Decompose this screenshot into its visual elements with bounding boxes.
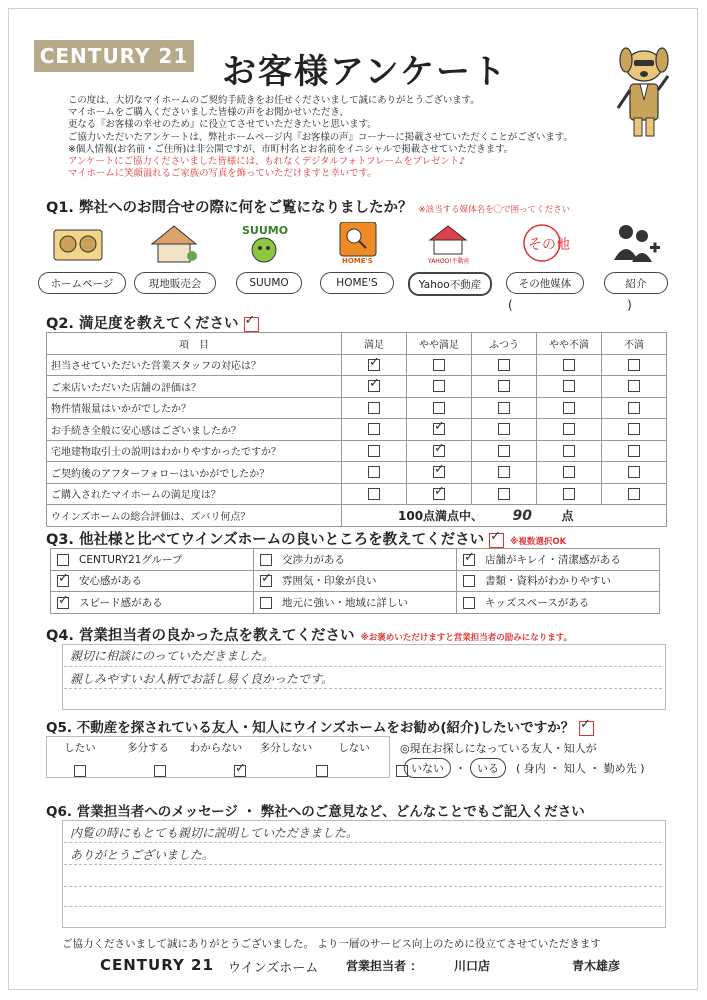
- satisfaction-checkbox[interactable]: [433, 466, 445, 478]
- media-referral[interactable]: 紹介: [604, 272, 668, 294]
- satisfaction-checkbox[interactable]: [433, 488, 445, 500]
- recommend-option-label: しない: [338, 742, 370, 754]
- satisfaction-checkbox[interactable]: [563, 466, 575, 478]
- good-point-checkbox[interactable]: [260, 554, 272, 566]
- q1-title: Q1. 弊社へのお問合せの際に何をご覧になりましたか？ ※該当する媒体名を〇で囲ってください: [46, 200, 571, 216]
- footer-brand: CENTURY 21: [100, 956, 214, 974]
- friend-yes-option[interactable]: いる: [470, 758, 506, 778]
- satisfaction-checkbox[interactable]: [498, 488, 510, 500]
- satisfaction-checkbox[interactable]: [563, 380, 575, 392]
- svg-text:SUUMO: SUUMO: [242, 224, 289, 237]
- good-point-label: 雰囲気・印象が良い: [282, 575, 377, 588]
- good-point-label: スピード感がある: [79, 596, 163, 609]
- good-point-checkbox[interactable]: [260, 575, 272, 587]
- good-point-checkbox[interactable]: [57, 554, 69, 566]
- recommend-checkbox[interactable]: [154, 765, 166, 777]
- page-title: お客様アンケート: [222, 52, 508, 92]
- satisfaction-checkbox[interactable]: [563, 488, 575, 500]
- satisfaction-item-label: 宅地建物取引士の説明はわかりやすかったですか？: [47, 440, 342, 462]
- friend-detail: ( 身内 ・ 知人 ・ 勤め先 ): [516, 762, 645, 775]
- satisfaction-checkbox[interactable]: [368, 423, 380, 435]
- satisfaction-checkbox[interactable]: [433, 423, 445, 435]
- recommend-checkbox[interactable]: [74, 765, 86, 777]
- q2-title: Q2. 満足度を教えてください ✓: [46, 312, 259, 333]
- other-media-icon: [514, 222, 570, 264]
- media-homepage[interactable]: ホームページ: [38, 272, 126, 294]
- header-item: 項 目: [47, 333, 342, 355]
- century21-logo: CENTURY 21: [34, 40, 194, 72]
- recommend-checkbox[interactable]: [234, 765, 246, 777]
- referral-people-icon: [606, 222, 662, 264]
- intro-text: この度は、大切なマイホームのご契約手続きをお任せくださいまして誠にありがとうございます。 マイホームをご購入くださいました皆様の声をお聞かせいただき、 更なる『お客様の幸せのため』に役立てさせていただきたいと思います。 ご協力いただいたアンケートは、弊社ホームページ内『お客様の声』コーナーに掲載させていただくことがございます。 ※個人情報(お名前・ご住所)は非公開ですが、市町村名とお名前をイニシャルで掲載させていただきます。 アンケートにご協力くださいました皆様には、もれなくデジタルフォトフレームをプレゼント♪ マイホームに笑顔溢れるご家族の写真を飾っていただけますと幸いです。: [68, 95, 573, 180]
- recommend-option-label: したい: [64, 742, 96, 754]
- footer-thanks: ご協力くださいまして誠にありがとうございました。 より一層のサービス向上のために役立てさせていただきます: [62, 938, 601, 950]
- good-point-checkbox[interactable]: [57, 597, 69, 609]
- good-point-checkbox[interactable]: [57, 575, 69, 587]
- homepage-dogs-icon: [50, 222, 106, 264]
- good-point-option[interactable]: [51, 592, 254, 614]
- satisfaction-checkbox[interactable]: [498, 445, 510, 457]
- q5-title: Q5. 不動産を探されている友人・知人にウインズホームをお勧め(紹介)したいですか？ ✓: [46, 716, 594, 736]
- satisfaction-checkbox[interactable]: [563, 423, 575, 435]
- total-score: 100点満点中、 90 点: [342, 505, 667, 527]
- staff-name: 青木雄彦: [572, 959, 621, 973]
- open-house-icon: [146, 222, 202, 264]
- good-point-label: キッズスペースがある: [485, 596, 590, 609]
- good-point-option[interactable]: [254, 592, 457, 614]
- friend-no-option[interactable]: いない: [404, 758, 451, 778]
- satisfaction-item-label: 担当させていただいた営業スタッフの対応は？: [47, 354, 342, 376]
- satisfaction-item-label: ご購入されたマイホームの満足度は？: [47, 483, 342, 505]
- good-point-option[interactable]: [457, 549, 660, 571]
- good-point-option[interactable]: [254, 549, 457, 571]
- q6-answer-line: ありがとうございました。: [70, 848, 215, 862]
- good-point-label: 書類・資料がわかりやすい: [485, 575, 611, 588]
- media-suumo[interactable]: SUUMO: [236, 272, 302, 294]
- header-level: ふつう: [472, 333, 537, 355]
- satisfaction-item-label: ご契約後のアフターフォローはいかがでしたか？: [47, 462, 342, 484]
- good-point-option[interactable]: [51, 570, 254, 592]
- satisfaction-checkbox[interactable]: [628, 466, 640, 478]
- satisfaction-item-label: お手続き全般に安心感はございましたか？: [47, 419, 342, 441]
- q4-answer-line: 親しみやすいお人柄でお話し易く良かったです。: [70, 672, 334, 686]
- good-point-option[interactable]: [457, 570, 660, 592]
- good-point-checkbox[interactable]: [463, 554, 475, 566]
- header-level: やや満足: [407, 333, 472, 355]
- yahoo-fudosan-icon: [420, 222, 476, 264]
- staff-label: 営業担当者 ：: [346, 959, 423, 973]
- header-level: 満足: [342, 333, 407, 355]
- satisfaction-row: [47, 354, 667, 376]
- svg-text:その他: その他: [528, 237, 570, 253]
- satisfaction-checkbox[interactable]: [498, 423, 510, 435]
- svg-text:YAHOO!不動産: YAHOO!不動産: [428, 258, 470, 264]
- satisfaction-row: [47, 397, 667, 419]
- satisfaction-checkbox[interactable]: [498, 402, 510, 414]
- satisfaction-checkbox[interactable]: [433, 445, 445, 457]
- good-point-option[interactable]: [457, 592, 660, 614]
- media-other[interactable]: その他媒体: [506, 272, 584, 294]
- good-point-label: 店舗がキレイ・清潔感がある: [485, 553, 621, 566]
- friend-answer: いない ・ いる ( 身内 ・ 知人 ・ 勤め先 ): [404, 758, 645, 778]
- satisfaction-checkbox[interactable]: [498, 359, 510, 371]
- satisfaction-row: [47, 483, 667, 505]
- recommend-checkbox[interactable]: [316, 765, 328, 777]
- good-point-label: CENTURY21グループ: [79, 553, 183, 566]
- good-point-checkbox[interactable]: [463, 597, 475, 609]
- satisfaction-item-label: ご来店いただいた店舗の評価は？: [47, 376, 342, 398]
- satisfaction-checkbox[interactable]: [368, 488, 380, 500]
- satisfaction-checkbox[interactable]: [628, 359, 640, 371]
- good-points-table: [50, 548, 660, 614]
- satisfaction-checkbox[interactable]: [563, 359, 575, 371]
- q4-title: Q4. 営業担当者の良かった点を教えてください ※お褒めいただけますと営業担当者の励みになります。: [46, 628, 573, 644]
- satisfaction-row: [47, 376, 667, 398]
- satisfaction-checkbox[interactable]: [368, 402, 380, 414]
- satisfaction-checkbox[interactable]: [368, 466, 380, 478]
- satisfaction-checkbox[interactable]: [563, 445, 575, 457]
- friend-question: ◎現在お探しになっている友人・知人が: [400, 742, 597, 755]
- satisfaction-checkbox[interactable]: [498, 466, 510, 478]
- satisfaction-checkbox[interactable]: [433, 402, 445, 414]
- satisfaction-checkbox[interactable]: [368, 359, 380, 371]
- good-point-option[interactable]: [51, 549, 254, 571]
- satisfaction-checkbox[interactable]: [563, 402, 575, 414]
- recommend-option-label: 多分する: [127, 742, 169, 754]
- branch-name: 川口店: [454, 959, 491, 973]
- footer-company: ウインズホーム: [228, 961, 319, 976]
- other-media-paren: ( ): [508, 298, 632, 312]
- satisfaction-checkbox[interactable]: [628, 488, 640, 500]
- header-level: 不満: [602, 333, 667, 355]
- good-point-checkbox[interactable]: [463, 575, 475, 587]
- total-score-label: ウインズホームの総合評価は、ズバリ何点？: [47, 505, 342, 527]
- satisfaction-row: [47, 440, 667, 462]
- satisfaction-checkbox[interactable]: [628, 423, 640, 435]
- satisfaction-checkbox[interactable]: [498, 380, 510, 392]
- media-homes[interactable]: HOME'S: [320, 272, 394, 294]
- satisfaction-checkbox[interactable]: [628, 380, 640, 392]
- media-yahoo-selected[interactable]: Yahoo不動産: [408, 272, 492, 296]
- satisfaction-row: [47, 462, 667, 484]
- recommend-option-label: 多分しない: [259, 742, 313, 754]
- good-point-label: 地元に強い・地域に詳しい: [282, 596, 408, 609]
- media-open-house[interactable]: 現地販売会: [134, 272, 216, 294]
- satisfaction-checkbox[interactable]: [628, 402, 640, 414]
- satisfaction-checkbox[interactable]: [433, 380, 445, 392]
- svg-text:HOME'S: HOME'S: [342, 257, 373, 264]
- good-point-label: 安心感がある: [79, 575, 142, 588]
- header-level: やや不満: [537, 333, 602, 355]
- homes-icon: [330, 222, 386, 264]
- q4-answer-line: 親切に相談にのっていただきました。: [70, 649, 274, 663]
- good-point-option[interactable]: [254, 570, 457, 592]
- good-point-label: 交渉力がある: [282, 553, 345, 566]
- satisfaction-checkbox[interactable]: [628, 445, 640, 457]
- q6-title: Q6. 営業担当者へのメッセージ ・ 弊社へのご意見など、どんなことでもご記入ください: [46, 804, 585, 820]
- q3-title: Q3. 他社様と比べてウインズホームの良いところを教えてください ✓ ※複数選択OK: [46, 528, 566, 549]
- satisfaction-checkbox[interactable]: [368, 380, 380, 392]
- q6-answer-line: 内覧の時にもとても親切に説明していただきました。: [70, 826, 359, 840]
- satisfaction-row: [47, 419, 667, 441]
- satisfaction-item-label: 物件情報量はいかがでしたか？: [47, 397, 342, 419]
- satisfaction-checkbox[interactable]: [368, 445, 380, 457]
- total-score-value: 90: [512, 507, 532, 524]
- suumo-icon: [236, 222, 292, 264]
- recommend-option-label: わからない: [189, 742, 243, 754]
- good-point-checkbox[interactable]: [260, 597, 272, 609]
- satisfaction-checkbox[interactable]: [433, 359, 445, 371]
- satisfaction-table: [46, 332, 667, 527]
